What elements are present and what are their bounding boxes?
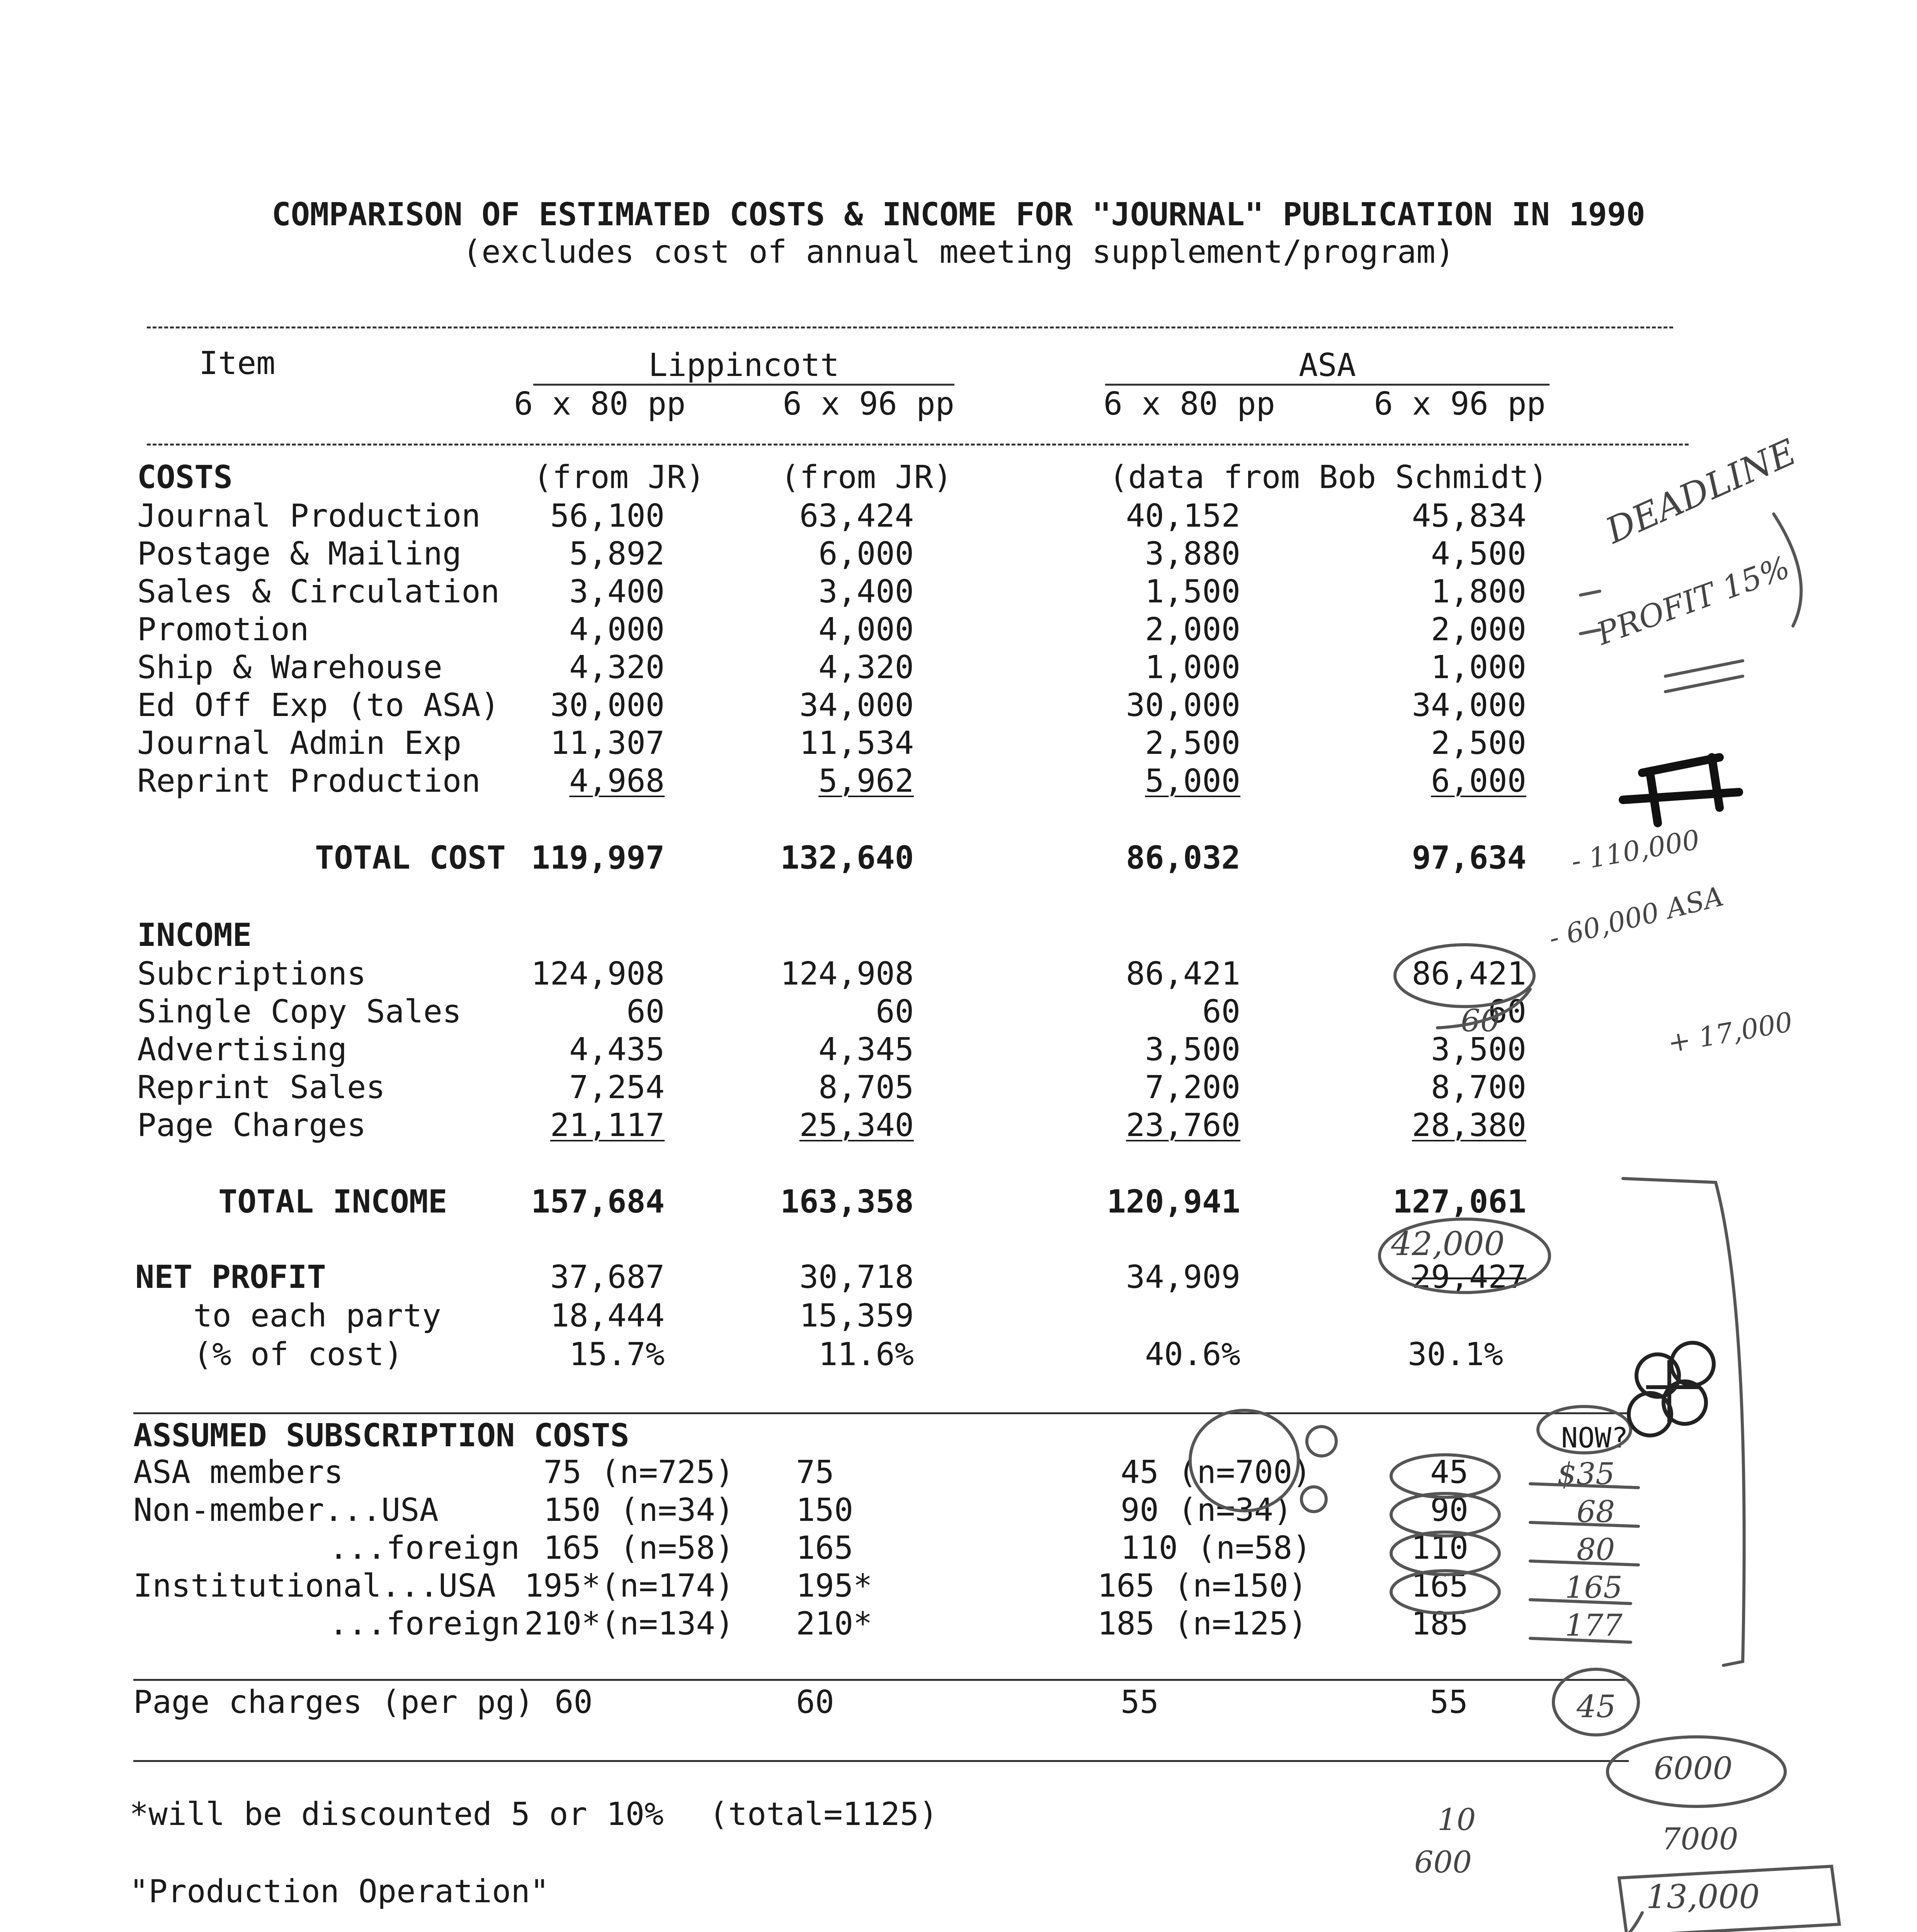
row-label: Journal Production — [137, 498, 481, 534]
pencil-bracket — [1774, 514, 1801, 626]
costs-heading: COSTS — [137, 459, 233, 496]
pencil-circle-mark — [1307, 1427, 1336, 1456]
pencil-double-line — [1665, 676, 1743, 692]
cell-value: 1,000 — [1145, 649, 1240, 686]
cell-value: 185 (n=125) — [1097, 1605, 1308, 1642]
cell-value: 63,424 — [799, 498, 914, 534]
pencil-double-line — [1665, 661, 1743, 676]
row-label: Single Copy Sales — [137, 993, 462, 1030]
pencil-circle-now — [1538, 1406, 1631, 1453]
pencil-line — [1530, 1600, 1631, 1604]
cell-value: 34,000 — [1412, 687, 1526, 724]
row-label: Institutional...USA — [133, 1568, 496, 1604]
cell-value: 40,152 — [1126, 498, 1240, 534]
scribble-table-mark — [1623, 757, 1739, 823]
handwritten-revised-subs: 60 — [1461, 1003, 1500, 1039]
total-income-label: TOTAL INCOME — [218, 1184, 447, 1220]
handwritten-deadline: DEADLINE — [1600, 431, 1803, 552]
group-header-asa: ASA — [1105, 350, 1550, 386]
row-label: Promotion — [137, 611, 309, 648]
cell-value: 21,117 — [550, 1107, 665, 1144]
pencil-dash — [1580, 591, 1600, 595]
cell-value: 11,534 — [799, 725, 914, 762]
pct-of-cost-label: (% of cost) — [193, 1336, 403, 1373]
now-value: 177 — [1565, 1608, 1623, 1643]
cell-value: 8,705 — [818, 1069, 914, 1106]
cell-value: 6,000 — [818, 536, 914, 572]
each-party-value: 15,359 — [799, 1298, 914, 1334]
cell-value: 5,000 — [1145, 763, 1240, 799]
each-party-label: to each party — [193, 1298, 441, 1334]
page-subtitle: (excludes cost of annual meeting supplement/program) — [462, 234, 1455, 270]
cell-value: 1,800 — [1431, 573, 1526, 610]
cell-value: 4,320 — [569, 649, 665, 686]
total-note: (total=1125) — [709, 1796, 938, 1833]
row-label: Journal Admin Exp — [137, 725, 462, 762]
pencil-circle-page-charge — [1553, 1669, 1638, 1735]
now-value: 80 — [1577, 1532, 1615, 1567]
discount-note: *will be discounted 5 or 10% — [129, 1796, 664, 1833]
production-note: "Production Operation" — [129, 1873, 549, 1910]
cell-value: 8,700 — [1431, 1069, 1526, 1106]
cell-value: 3,880 — [1145, 536, 1240, 572]
handwritten-profit-15: PROFIT 15% — [1592, 549, 1795, 652]
cell-value: 210* — [796, 1605, 873, 1642]
pencil-line — [1530, 1638, 1631, 1642]
costs-source-asa: (data from Bob Schmidt) — [1109, 459, 1548, 496]
cell-value: 2,500 — [1145, 725, 1240, 762]
cell-value: 185 — [1411, 1605, 1468, 1642]
total-value: 119,997 — [531, 840, 665, 876]
cell-value: 210*(n=134) — [524, 1605, 734, 1642]
pct-value: 11.6% — [818, 1336, 914, 1373]
cell-value: 2,500 — [1431, 725, 1526, 762]
row-label: ...foreign — [329, 1530, 520, 1566]
cell-value: 6,000 — [1431, 763, 1526, 799]
handwritten-minus-110k: - 110,000 — [1569, 823, 1702, 878]
now-header: NOW? — [1561, 1422, 1628, 1454]
profit-value: 34,909 — [1126, 1259, 1240, 1296]
row-label: Reprint Production — [137, 763, 481, 799]
page-charges-label: Page charges (per pg) — [133, 1684, 534, 1721]
total-value: 120,941 — [1107, 1184, 1240, 1220]
handwritten-revised-profit: 42,000 — [1391, 1225, 1505, 1263]
cell-value: 4,000 — [818, 611, 914, 648]
handwritten-sum-6000: 6000 — [1654, 1750, 1733, 1786]
cell-value: 30,000 — [550, 687, 665, 724]
cell-value: 195*(n=174) — [524, 1568, 734, 1604]
pencil-circle-asa — [1190, 1410, 1298, 1511]
page-charges-now: 45 — [1577, 1689, 1616, 1725]
total-value: 97,634 — [1412, 840, 1526, 876]
handwritten-minus-60k: - 60,000 ASA — [1546, 880, 1727, 954]
cell-value: 45 — [1430, 1454, 1468, 1491]
pencil-circle-profit — [1379, 1219, 1550, 1293]
cell-value: 60 — [626, 993, 665, 1030]
cell-value: 7,254 — [569, 1069, 665, 1106]
cell-value: 11,307 — [550, 725, 665, 762]
profit-value-struck: 29,427 — [1412, 1259, 1526, 1296]
cell-value: 23,760 — [1126, 1107, 1240, 1144]
total-value: 132,640 — [780, 840, 914, 876]
pencil-bubble — [1391, 1455, 1499, 1497]
pencil-circle-subs — [1395, 945, 1534, 1007]
now-value: $35 — [1557, 1457, 1615, 1492]
cell-value: 75 — [796, 1454, 834, 1491]
handwritten-sum-7000: 7000 — [1662, 1822, 1738, 1857]
pencil-bubble — [1391, 1532, 1499, 1575]
col-header-lip80: 6 x 80 pp — [514, 386, 686, 422]
row-label: Advertising — [137, 1031, 347, 1068]
cell-value: 4,000 — [569, 611, 665, 648]
pencil-box-13000 — [1619, 1866, 1839, 1932]
cell-value: 5,962 — [818, 763, 914, 799]
handwritten-ten: 10 — [1437, 1803, 1476, 1837]
total-value: 163,358 — [780, 1184, 914, 1220]
item-header: Item — [199, 345, 276, 382]
each-party-value: 18,444 — [550, 1298, 665, 1334]
cell-value: 60 — [876, 993, 914, 1030]
total-value: 157,684 — [531, 1184, 665, 1220]
row-label: Non-member...USA — [133, 1492, 439, 1529]
cell-value: 60 — [796, 1684, 834, 1721]
costs-source-jr-1: (from JR) — [533, 459, 705, 496]
cell-value: 3,500 — [1145, 1031, 1240, 1068]
cell-value: 90 — [1430, 1492, 1468, 1529]
cell-value: 45,834 — [1412, 498, 1526, 534]
cell-value: 165 — [1411, 1568, 1468, 1604]
group-header-lippincott: Lippincott — [533, 350, 954, 386]
cell-value: 165 — [796, 1530, 854, 1566]
cell-value: 2,000 — [1431, 611, 1526, 648]
cell-value: 124,908 — [780, 956, 914, 992]
row-label: Ed Off Exp (to ASA) — [137, 687, 500, 724]
row-label: Postage & Mailing — [137, 536, 462, 572]
cell-value: 55 — [1121, 1684, 1159, 1721]
cell-value: 30,000 — [1126, 687, 1240, 724]
cell-value: 110 (n=58) — [1121, 1530, 1311, 1566]
col-header-lip96: 6 x 96 pp — [782, 386, 954, 422]
row-label: Sales & Circulation — [137, 573, 500, 610]
cell-value: 25,340 — [799, 1107, 914, 1144]
cell-value: 4,500 — [1431, 536, 1526, 572]
cell-value: 110 — [1411, 1530, 1468, 1566]
cell-value: 150 (n=34) — [543, 1492, 734, 1529]
cell-value: 4,320 — [818, 649, 914, 686]
handwritten-sum-13000: 13,000 — [1646, 1878, 1760, 1916]
cell-value: 165 (n=58) — [543, 1530, 734, 1566]
cell-value: 4,968 — [569, 763, 665, 799]
profit-value: 30,718 — [799, 1259, 914, 1296]
cell-value: 90 (n=34) — [1121, 1492, 1293, 1529]
now-value: 165 — [1565, 1570, 1623, 1605]
row-label: ASA members — [133, 1454, 344, 1491]
cell-value: 3,400 — [569, 573, 665, 610]
subscriptions-heading: ASSUMED SUBSCRIPTION COSTS — [133, 1417, 629, 1454]
total-cost-label: TOTAL COST — [315, 840, 506, 876]
row-label: Subcriptions — [137, 956, 366, 992]
total-value: 86,032 — [1126, 840, 1240, 876]
cell-value: 28,380 — [1412, 1107, 1526, 1144]
costs-source-jr-2: (from JR) — [781, 459, 953, 496]
profit-value: 37,687 — [550, 1259, 665, 1296]
cell-value: 3,400 — [818, 573, 914, 610]
cell-value: 56,100 — [550, 498, 665, 534]
cell-value: 45 (n=700) — [1121, 1454, 1311, 1491]
row-label: Ship & Warehouse — [137, 649, 442, 686]
row-label: Reprint Sales — [137, 1069, 385, 1106]
cell-value: 5,892 — [569, 536, 665, 572]
cell-value: 1,500 — [1145, 573, 1240, 610]
pct-value: 15.7% — [569, 1336, 665, 1373]
cell-value: 4,435 — [569, 1031, 665, 1068]
pencil-circle-mark — [1301, 1487, 1326, 1512]
cell-value: 55 — [1430, 1684, 1468, 1721]
col-header-asa80: 6 x 80 pp — [1103, 386, 1275, 422]
row-label: Page Charges — [137, 1107, 366, 1144]
pencil-circle-6000 — [1607, 1737, 1785, 1806]
cell-value: 2,000 — [1145, 611, 1240, 648]
pencil-bubble — [1391, 1493, 1499, 1536]
pct-value: 40.6% — [1145, 1336, 1240, 1373]
cell-value: 75 (n=725) — [543, 1454, 734, 1491]
cell-value: 4,345 — [818, 1031, 914, 1068]
income-heading: INCOME — [137, 917, 252, 954]
total-value: 127,061 — [1393, 1184, 1526, 1220]
pct-value: 30.1% — [1408, 1336, 1503, 1373]
col-header-asa96: 6 x 96 pp — [1374, 386, 1546, 422]
cell-value: 60 — [1488, 993, 1526, 1030]
cell-value: 150 — [796, 1492, 854, 1529]
pencil-dash — [1580, 630, 1600, 634]
cell-value: 7,200 — [1145, 1069, 1240, 1106]
pencil-bubble — [1391, 1571, 1499, 1613]
cell-value: 34,000 — [799, 687, 914, 724]
pencil-line — [1530, 1561, 1638, 1565]
handwritten-six-hundred: 600 — [1414, 1845, 1472, 1880]
handwritten-plus-17k: + 17,000 — [1665, 1006, 1795, 1059]
cell-value: 3,500 — [1431, 1031, 1526, 1068]
page-title: COMPARISON OF ESTIMATED COSTS & INCOME FOR "JOURNAL" PUBLICATION IN 1990 — [272, 196, 1645, 233]
pencil-line — [1530, 1522, 1638, 1526]
net-profit-label: NET PROFIT — [135, 1259, 326, 1296]
cell-value: 195* — [796, 1568, 873, 1604]
pencil-stroke — [1584, 1913, 1642, 1932]
cell-value: 60 — [555, 1684, 593, 1721]
cell-value: 86,421 — [1126, 956, 1240, 992]
pencil-line — [1530, 1484, 1638, 1488]
cell-value: 124,908 — [531, 956, 665, 992]
cell-value: 1,000 — [1431, 649, 1526, 686]
row-label: ...foreign — [329, 1605, 520, 1642]
cell-value: 60 — [1202, 993, 1240, 1030]
cell-value: 165 (n=150) — [1097, 1568, 1308, 1604]
now-value: 68 — [1577, 1495, 1615, 1529]
cell-value: 86,421 — [1412, 956, 1526, 992]
